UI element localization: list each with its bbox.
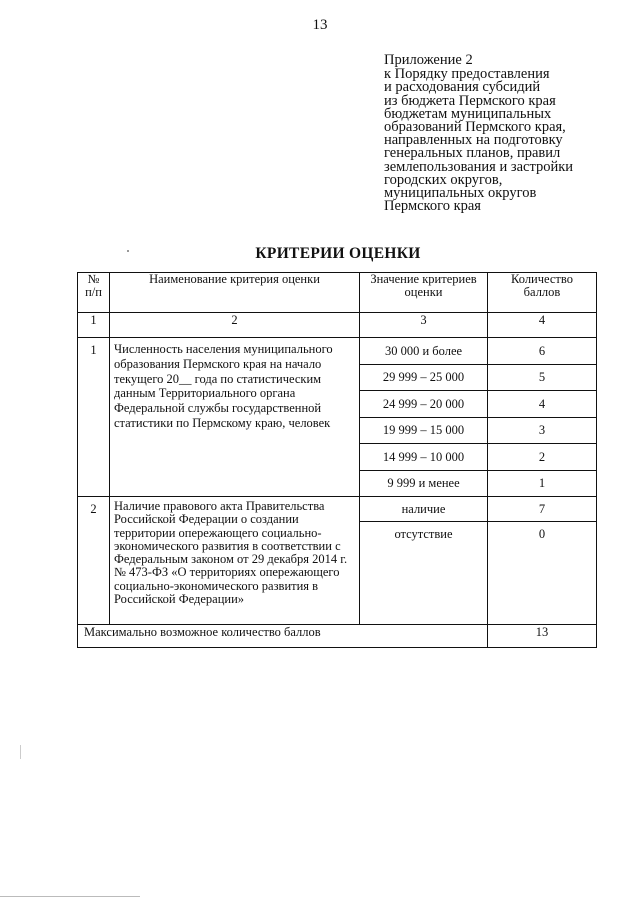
criterion-value: 29 999 – 25 000	[360, 365, 488, 391]
total-label: Максимально возможное количество баллов	[78, 625, 488, 648]
table-row	[78, 497, 597, 522]
appendix-line: землепользования и застройки	[384, 158, 574, 175]
header-points: Количество баллов	[488, 273, 597, 313]
appendix-line: городских округов,	[384, 171, 503, 188]
appendix-line: из бюджета Пермского края	[384, 92, 556, 109]
appendix-line: образований Пермского края,	[384, 119, 566, 136]
criterion-value: 24 999 – 20 000	[360, 391, 488, 418]
criterion-name: Наличие правового акта Правительства Российской Федерации о создании территории опережающего социально-экономического развития в соответствии с Федеральным законом от 29 декабря 2014 г. № 473-ФЗ «О территориях опережающего социально-экономического развития в Российской Федерации»	[110, 497, 360, 625]
appendix-line: Приложение 2	[384, 52, 473, 68]
total-row	[78, 625, 597, 648]
appendix-line: муниципальных округов	[384, 185, 537, 202]
appendix-line: направленных на подготовку	[384, 132, 563, 149]
header-num: № п/п	[78, 273, 110, 313]
criterion-value: 30 000 и более	[360, 338, 488, 365]
criterion-value: 9 999 и менее	[360, 471, 488, 497]
column-number: 1	[78, 313, 110, 338]
total-value: 13	[488, 625, 597, 648]
criterion-points: 6	[488, 338, 597, 365]
column-number: 3	[360, 313, 488, 338]
column-number-row	[78, 313, 597, 338]
scan-artifact	[20, 745, 21, 759]
appendix-line: Пермского края	[384, 198, 481, 215]
scan-edge	[0, 896, 140, 897]
criterion-points: 7	[488, 497, 597, 522]
appendix-reference	[384, 54, 624, 213]
criteria-table	[77, 272, 597, 648]
column-number: 4	[488, 313, 597, 338]
criterion-points: 5	[488, 365, 597, 391]
column-number: 2	[110, 313, 360, 338]
criterion-points: 0	[488, 522, 597, 625]
table-row	[78, 338, 597, 365]
page-number: 13	[312, 17, 328, 33]
appendix-line: к Порядку предоставления	[384, 66, 550, 83]
criterion-value: 14 999 – 10 000	[360, 444, 488, 471]
criterion-points: 1	[488, 471, 597, 497]
criterion-value: 19 999 – 15 000	[360, 418, 488, 444]
appendix-line: и расходования субсидий	[384, 79, 541, 96]
appendix-line: бюджетам муниципальных	[384, 105, 552, 122]
appendix-line: генеральных планов, правил	[384, 145, 561, 162]
criterion-name: Численность населения муниципального образования Пермского края на начало текущего 20__ года по статистическим данным Территориального органа Федеральной службы государственной статистики по Пермскому краю, человек	[110, 338, 360, 497]
header-name: Наименование критерия оценки	[110, 273, 360, 313]
criterion-points: 3	[488, 418, 597, 444]
criterion-value: наличие	[360, 497, 488, 522]
criterion-number: 2	[78, 497, 110, 625]
document-title: КРИТЕРИИ ОЦЕНКИ	[255, 245, 421, 262]
header-value: Значение критериев оценки	[360, 273, 488, 313]
criterion-number: 1	[78, 338, 110, 497]
criterion-points: 2	[488, 444, 597, 471]
table-header-row	[78, 273, 597, 313]
criterion-value: отсутствие	[360, 522, 488, 625]
criterion-points: 4	[488, 391, 597, 418]
